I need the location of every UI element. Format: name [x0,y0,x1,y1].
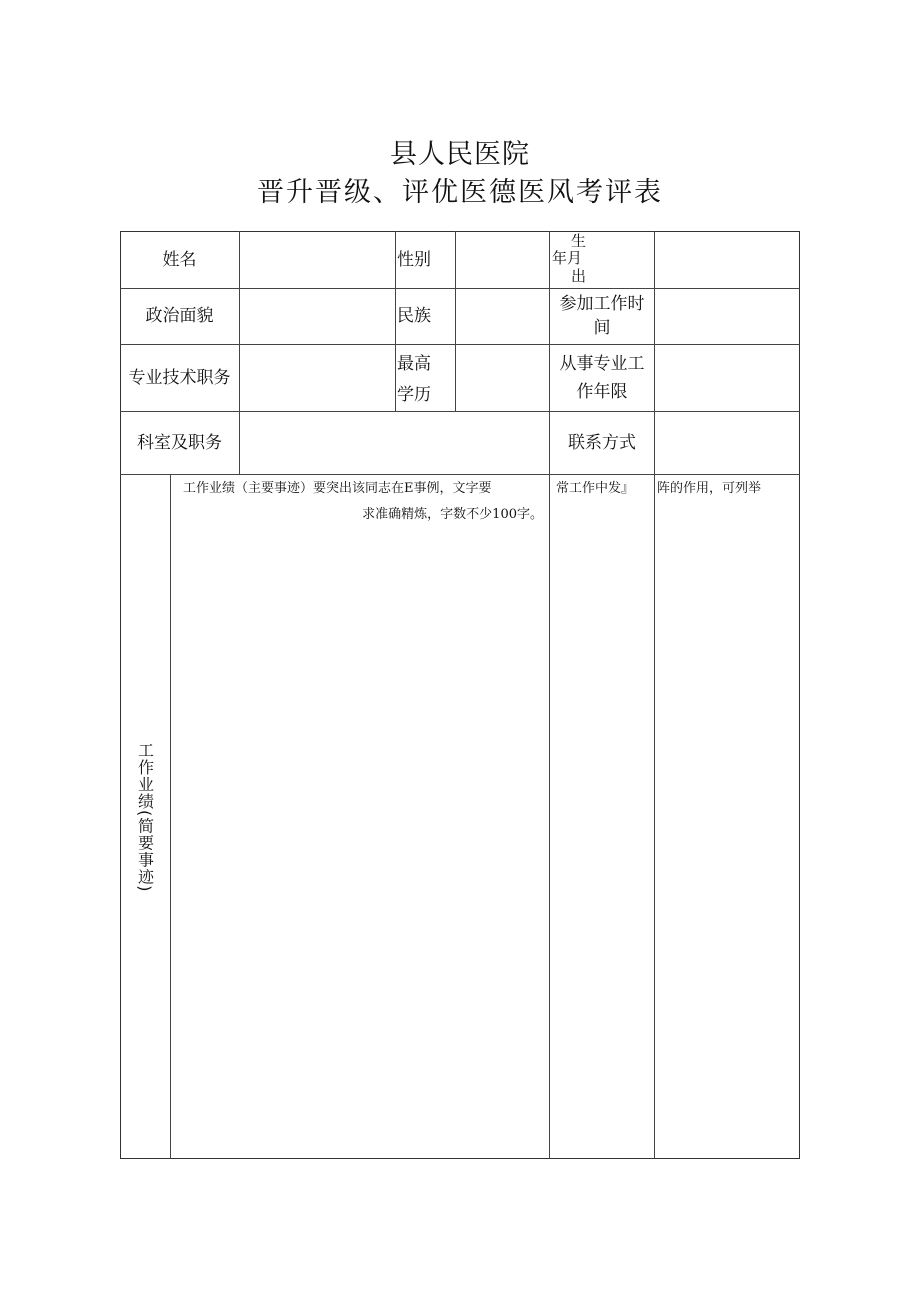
value-education[interactable] [456,344,549,411]
label-work-performance-text: 工作业绩(简要事迹) [135,741,155,893]
column-divider [395,231,396,412]
label-birth-char: 年月 [552,249,583,267]
value-department-position[interactable] [240,411,549,474]
performance-instruction-line1: 工作业绩（主要事迹）要突出该同志在E事例，文字要 [183,481,492,496]
value-years-in-profession[interactable] [655,344,800,411]
value-name[interactable] [240,231,395,288]
value-professional-title[interactable] [240,344,395,411]
label-name: 姓名 [162,249,197,270]
value-ethnicity[interactable] [456,288,549,344]
label-birth-char: 生 [571,232,587,250]
label-work-performance [120,475,170,1159]
document-title: 县人民医院 [390,139,530,170]
value-birth-date[interactable] [655,231,800,288]
row-divider [120,474,800,475]
label-ethnicity: 民族 [397,306,431,326]
label-department-position: 科室及职务 [137,432,222,453]
performance-fragment-col2: 常工作中发』 [556,481,635,496]
label-years-in-profession [550,344,654,411]
label-professional-title: 专业技术职务 [128,367,231,388]
value-political-status[interactable] [240,288,395,344]
label-political-status: 政治面貌 [145,306,214,326]
value-work-start-date[interactable] [655,288,800,344]
performance-area[interactable] [171,476,549,1158]
value-gender[interactable] [456,231,549,288]
performance-instruction-line2: 求准确精炼，字数不少100字。 [362,507,543,522]
label-work-start-date: 参加工作时间 [559,294,645,338]
label-education-line: 学历 [397,385,431,405]
label-education-line: 最高 [397,354,431,374]
value-contact[interactable] [655,411,800,474]
performance-fragment-col3: 阵的作用，可列举 [657,481,762,496]
label-years-line: 作年限 [576,382,628,402]
document-subtitle: 晋升晋级、评优医德医风考评表 [257,177,663,208]
label-birth-date [550,231,654,288]
label-years-line: 从事专业工 [559,354,645,374]
label-education [397,344,455,411]
label-gender: 性别 [397,249,431,270]
label-birth-char: 出 [571,267,587,285]
label-contact: 联系方式 [568,432,636,453]
